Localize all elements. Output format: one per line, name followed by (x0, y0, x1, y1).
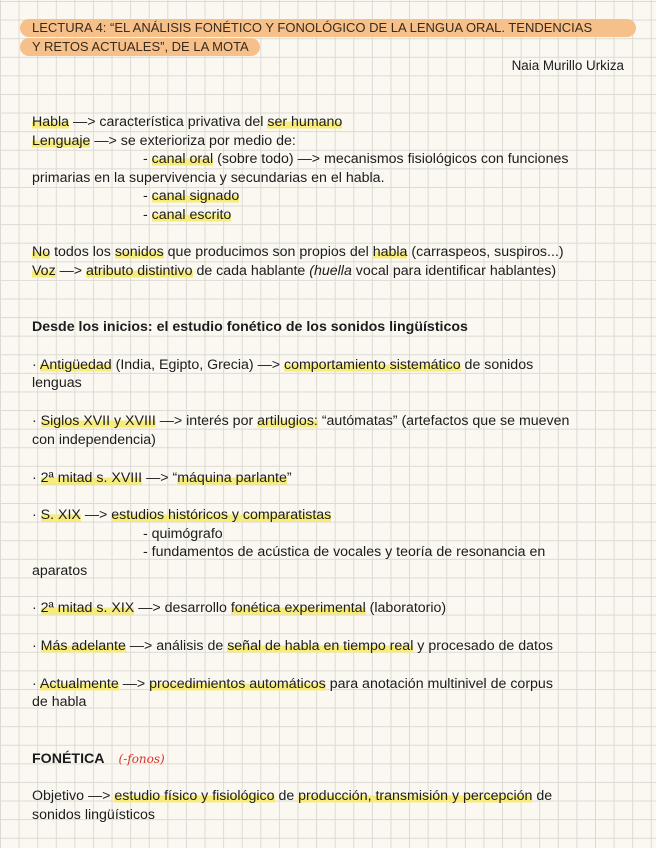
text: - (143, 207, 152, 223)
timeline-subitem: - fundamentos de acústica de vocales y teoría de resonancia en (143, 544, 546, 560)
highlight-text: procedimientos automáticos (149, 676, 326, 692)
text: de (274, 788, 299, 804)
timeline-entry (32, 637, 553, 655)
lenguaje-item (143, 206, 231, 224)
text: de cada hablante (192, 263, 310, 279)
highlight-text: 2ª mitad s. XVIII (40, 470, 143, 486)
lenguaje-item-cont: primarias en la supervivencia y secundarias en el habla. (32, 170, 385, 186)
text: que producimos son propios del (163, 244, 373, 260)
highlight-text: Siglos XVII y XVIII (40, 413, 156, 429)
text: - (143, 188, 152, 204)
highlight-text: S. XIX (40, 507, 81, 523)
timeline-entry (32, 412, 569, 430)
timeline-subitem-cont: aparatos (32, 563, 88, 579)
highlight-text: estudio físico y fisiológico (114, 788, 275, 804)
highlight-text: comportamiento sistemático (283, 357, 461, 373)
timeline-entry (32, 675, 553, 693)
fonetica-heading: FONÉTICA (32, 751, 105, 767)
italic-text: (huella (309, 263, 352, 279)
timeline-entry-cont: lenguas (32, 375, 82, 391)
text: —> se exterioriza por medio de: (90, 133, 296, 149)
highlight-text: producción, transmisión y percepción (298, 788, 533, 804)
timeline-entry (32, 469, 292, 487)
text: —> (80, 507, 112, 523)
bullet: · (32, 600, 41, 616)
text: y procesado de datos (413, 638, 553, 654)
text: “autómatas” (artefactos que se mueven (317, 413, 570, 429)
handwritten-note: (-fonos) (118, 752, 165, 766)
text: (sobre todo) —> mecanismos fisiológicos con funciones (213, 151, 569, 167)
section-heading: Desde los inicios: el estudio fonético de los sonidos lingüísticos (32, 319, 468, 335)
fonetica-heading-line (32, 750, 165, 768)
text: todos los (50, 244, 115, 260)
highlight-text: Actualmente (39, 676, 119, 692)
text: para anotación multinivel de corpus (325, 676, 553, 692)
voz-line (32, 262, 556, 280)
highlight-text: No (32, 244, 51, 260)
text: ” (286, 470, 292, 486)
timeline-entry (32, 356, 533, 374)
highlight-text: sonidos (114, 244, 164, 260)
bullet: · (32, 638, 41, 654)
text: —> característica privativa del (69, 114, 268, 130)
highlight-text: canal signado (151, 188, 240, 204)
highlight-text: Antigüedad (39, 357, 112, 373)
text: —> (84, 788, 115, 804)
bullet: · (32, 676, 40, 692)
text: —> desarrollo (134, 600, 231, 616)
highlight-text: ser humano (267, 114, 343, 130)
text: - (143, 151, 152, 167)
text: (India, Egipto, Grecia) —> (111, 357, 284, 373)
text: de (532, 788, 553, 804)
text: —> (55, 263, 87, 279)
timeline-entry-cont: de habla (32, 694, 87, 710)
text: —> análisis de (125, 638, 228, 654)
page-title-line: LECTURA 4: “EL ANÁLISIS FONÉTICO Y FONOLÓGICO DE LA LENGUA ORAL. TENDENCIAS (32, 20, 593, 35)
page-title-line: Y RETOS ACTUALES”, DE LA MOTA (32, 39, 249, 54)
term-lenguaje: Lenguaje (32, 133, 91, 149)
text: vocal para identificar hablantes) (351, 263, 557, 279)
author-name: Naia Murillo Urkiza (511, 58, 624, 73)
term-habla: Habla (32, 114, 70, 130)
highlight-text: estudios históricos y comparatistas (111, 507, 332, 523)
highlight-text: fonética experimental (230, 600, 366, 616)
timeline-entry-cont: con independencia) (32, 432, 156, 448)
lenguaje-item (143, 187, 239, 205)
highlight-text: artilugios: (257, 413, 318, 429)
highlight-text: máquina parlante (177, 470, 287, 486)
highlight-text: 2ª mitad s. XIX (40, 600, 135, 616)
bullet: · (32, 470, 41, 486)
highlight-text: señal de habla en tiempo real (227, 638, 414, 654)
text: (carraspeos, suspiros...) (407, 244, 564, 260)
highlight-text: canal escrito (151, 207, 232, 223)
text: (laboratorio) (365, 600, 447, 616)
text: —> “ (142, 470, 178, 486)
highlight-text: Más adelante (40, 638, 126, 654)
objetivo-line (32, 787, 552, 805)
habla-line (32, 113, 342, 131)
timeline-entry (32, 599, 446, 617)
text: —> (118, 676, 150, 692)
highlight-text: atributo distintivo (86, 263, 193, 279)
lenguaje-line (32, 132, 296, 150)
sonidos-line (32, 243, 564, 261)
text: —> interés por (155, 413, 258, 429)
timeline-entry (32, 506, 331, 524)
bullet: · (32, 507, 41, 523)
timeline-subitem: - quimógrafo (143, 526, 223, 542)
text: Objetivo (32, 788, 85, 804)
term-voz: Voz (32, 263, 56, 279)
text: de sonidos (460, 357, 534, 373)
bullet: · (32, 357, 40, 373)
highlight-text: habla (372, 244, 408, 260)
objetivo-cont: sonidos lingüísticos (32, 807, 156, 823)
highlight-text: canal oral (151, 151, 214, 167)
lenguaje-item (143, 150, 568, 168)
bullet: · (32, 413, 41, 429)
